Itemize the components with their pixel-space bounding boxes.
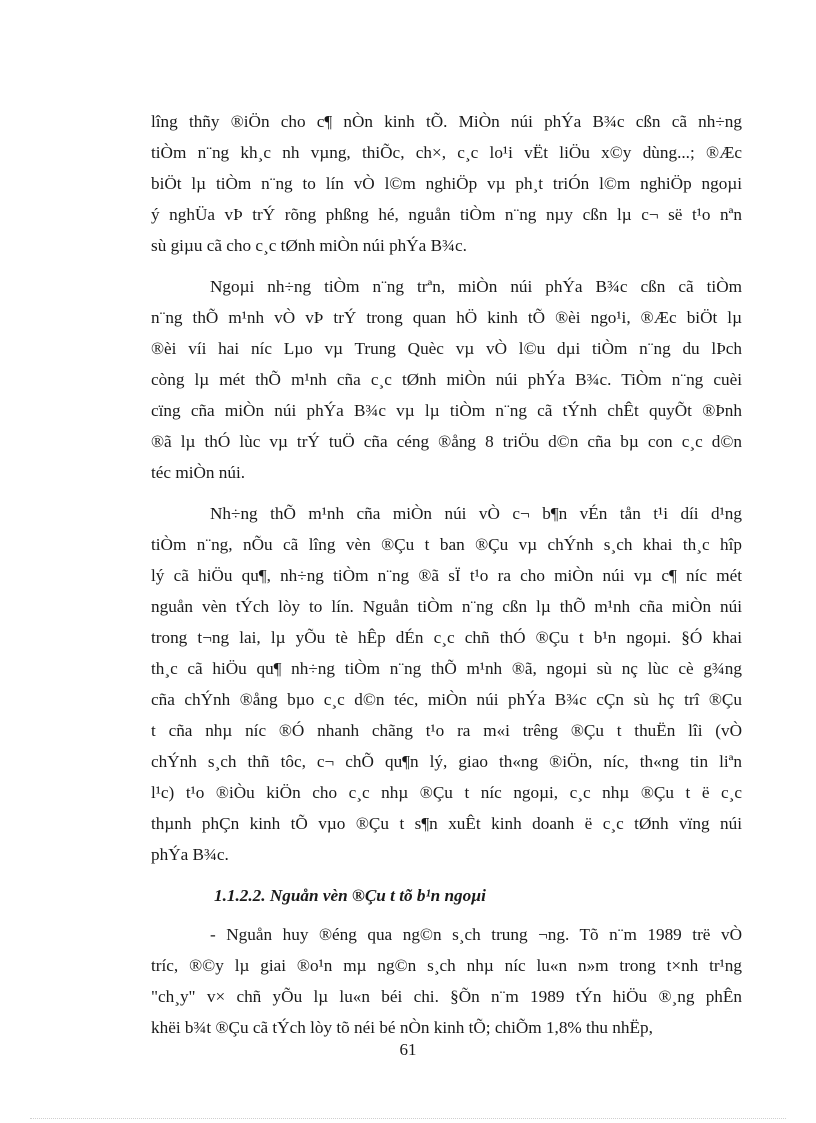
page-bottom-rule [30, 1118, 786, 1119]
text-line: lîng thñy ®iÖn cho c¶ nÒn kinh tÕ. MiÒn núi phÝa B¾c cßn cã nh÷ng [151, 112, 742, 131]
section-heading: 1.1.2.2. Nguån vèn ®Çu t tõ b¹n ngoµi [214, 886, 486, 905]
body-text [151, 106, 742, 1053]
text-line: Ngoµi nh÷ng tiÒm n¨ng trªn, miÒn núi phÝa B¾c cßn cã tiÒm [210, 277, 742, 296]
text-line: sù giµu cã cho c¸c tØnh miÒn núi phÝa B¾c. [151, 236, 467, 255]
text-line: cïng cña miÒn núi phÝa B¾c vµ lµ tiÒm n¨ng cã tÝnh chÊt quyÕt ®Þnh [151, 401, 742, 420]
text-line: nguån vèn tÝch lòy to lín. Nguån tiÒm n¨ng cßn lµ thÕ m¹nh cña miÒn núi [151, 597, 742, 616]
text-line: téc miÒn núi. [151, 463, 246, 482]
text-line: ®èi víi hai níc Lµo vµ Trung Quèc vµ vÒ l©u dµi tiÒm n¨ng du lÞch [151, 339, 742, 358]
page-number: 61 [399, 1040, 417, 1059]
text-line: th¸c cã hiÖu qu¶ nh÷ng tiÒm n¨ng thÕ m¹nh ®ã, ngoµi sù nç lùc cè g¾ng [151, 659, 742, 678]
paragraph [151, 498, 742, 870]
paragraph [151, 919, 742, 1043]
text-line: lý cã hiÖu qu¶, nh÷ng tiÒm n¨ng ®ã sÏ t¹o ra cho miÒn núi vµ c¶ níc mét [151, 566, 742, 585]
text-line: ®ã lµ thÓ lùc vµ trÝ tuÖ cña céng ®ång 8 triÖu d©n cña bµ con c¸c d©n [151, 432, 742, 451]
text-line: tiÒm n¨ng, nÕu cã lîng vèn ®Çu t ban ®Çu vµ chÝnh s¸ch khai th¸c hîp [151, 535, 742, 554]
text-line: Nh÷ng thÕ m¹nh cña miÒn núi vÒ c¬ b¶n vÉn tån t¹i díi d¹ng [210, 504, 742, 523]
text-line: thµnh phÇn kinh tÕ vµo ®Çu t s¶n xuÊt kinh doanh ë c¸c tØnh vïng núi [151, 814, 742, 833]
text-line: còng lµ mét thÕ m¹nh cña c¸c tØnh miÒn núi phÝa B¾c. TiÒm n¨ng cuèi [151, 370, 742, 389]
text-line: "ch¸y" v× chñ yÕu lµ lu«n béi chi. §Õn n¨m 1989 tÝn hiÖu ®¸ng phÊn [151, 987, 742, 1006]
text-line: - Nguån huy ®éng qua ng©n s¸ch trung ¬ng. Tõ n¨m 1989 trë vÒ [210, 925, 742, 944]
text-line: n¨ng thÕ m¹nh vÒ vÞ trÝ trong quan hÖ kinh tÕ ®èi ngo¹i, ®Æc biÖt lµ [151, 308, 742, 327]
text-line: biÖt lµ tiÒm n¨ng to lín vÒ l©m nghiÖp vµ ph¸t triÓn l©m nghiÖp ngoµi [151, 174, 742, 193]
text-line: cña chÝnh ®ång bµo c¸c d©n téc, miÒn núi phÝa B¾c cÇn sù hç trî ®Çu [151, 690, 742, 709]
text-line: ý nghÜa vÞ trÝ rõng phßng hé, nguån tiÒm n¨ng nµy cßn lµ c¬ së t¹o nªn [151, 205, 742, 224]
text-line: trong t¬ng lai, lµ yÕu tè hÊp dÉn c¸c chñ thÓ ®Çu t b¹n ngoµi. §Ó khai [151, 628, 742, 647]
text-line: l¹c) t¹o ®iÒu kiÖn cho c¸c nhµ ®Çu t níc ngoµi, c¸c nhµ ®Çu t ë c¸c [151, 783, 742, 802]
text-line: tiÒm n¨ng kh¸c nh vµng, thiÕc, ch×, c¸c lo¹i vËt liÖu x©y dùng...; ®Æc [151, 143, 742, 162]
text-line: chÝnh s¸ch thñ tôc, c¬ chÕ qu¶n lý, giao th«ng ®iÖn, níc, th«ng tin liªn [151, 752, 742, 771]
text-line: tríc, ®©y lµ giai ®o¹n mµ ng©n s¸ch nhµ níc lu«n n»m trong t×nh tr¹ng [151, 956, 742, 975]
paragraph [151, 106, 742, 261]
text-line: khëi b¾t ®Çu cã tÝch lòy tõ néi bé nÒn kinh tÕ; chiÕm 1,8% thu nhËp, [151, 1018, 653, 1037]
paragraph [151, 271, 742, 488]
text-line: t cña nhµ níc ®Ó nhanh chãng t¹o ra m«i trêng ®Çu t thuËn lîi (vÒ [151, 721, 742, 740]
text-line: phÝa B¾c. [151, 845, 229, 864]
